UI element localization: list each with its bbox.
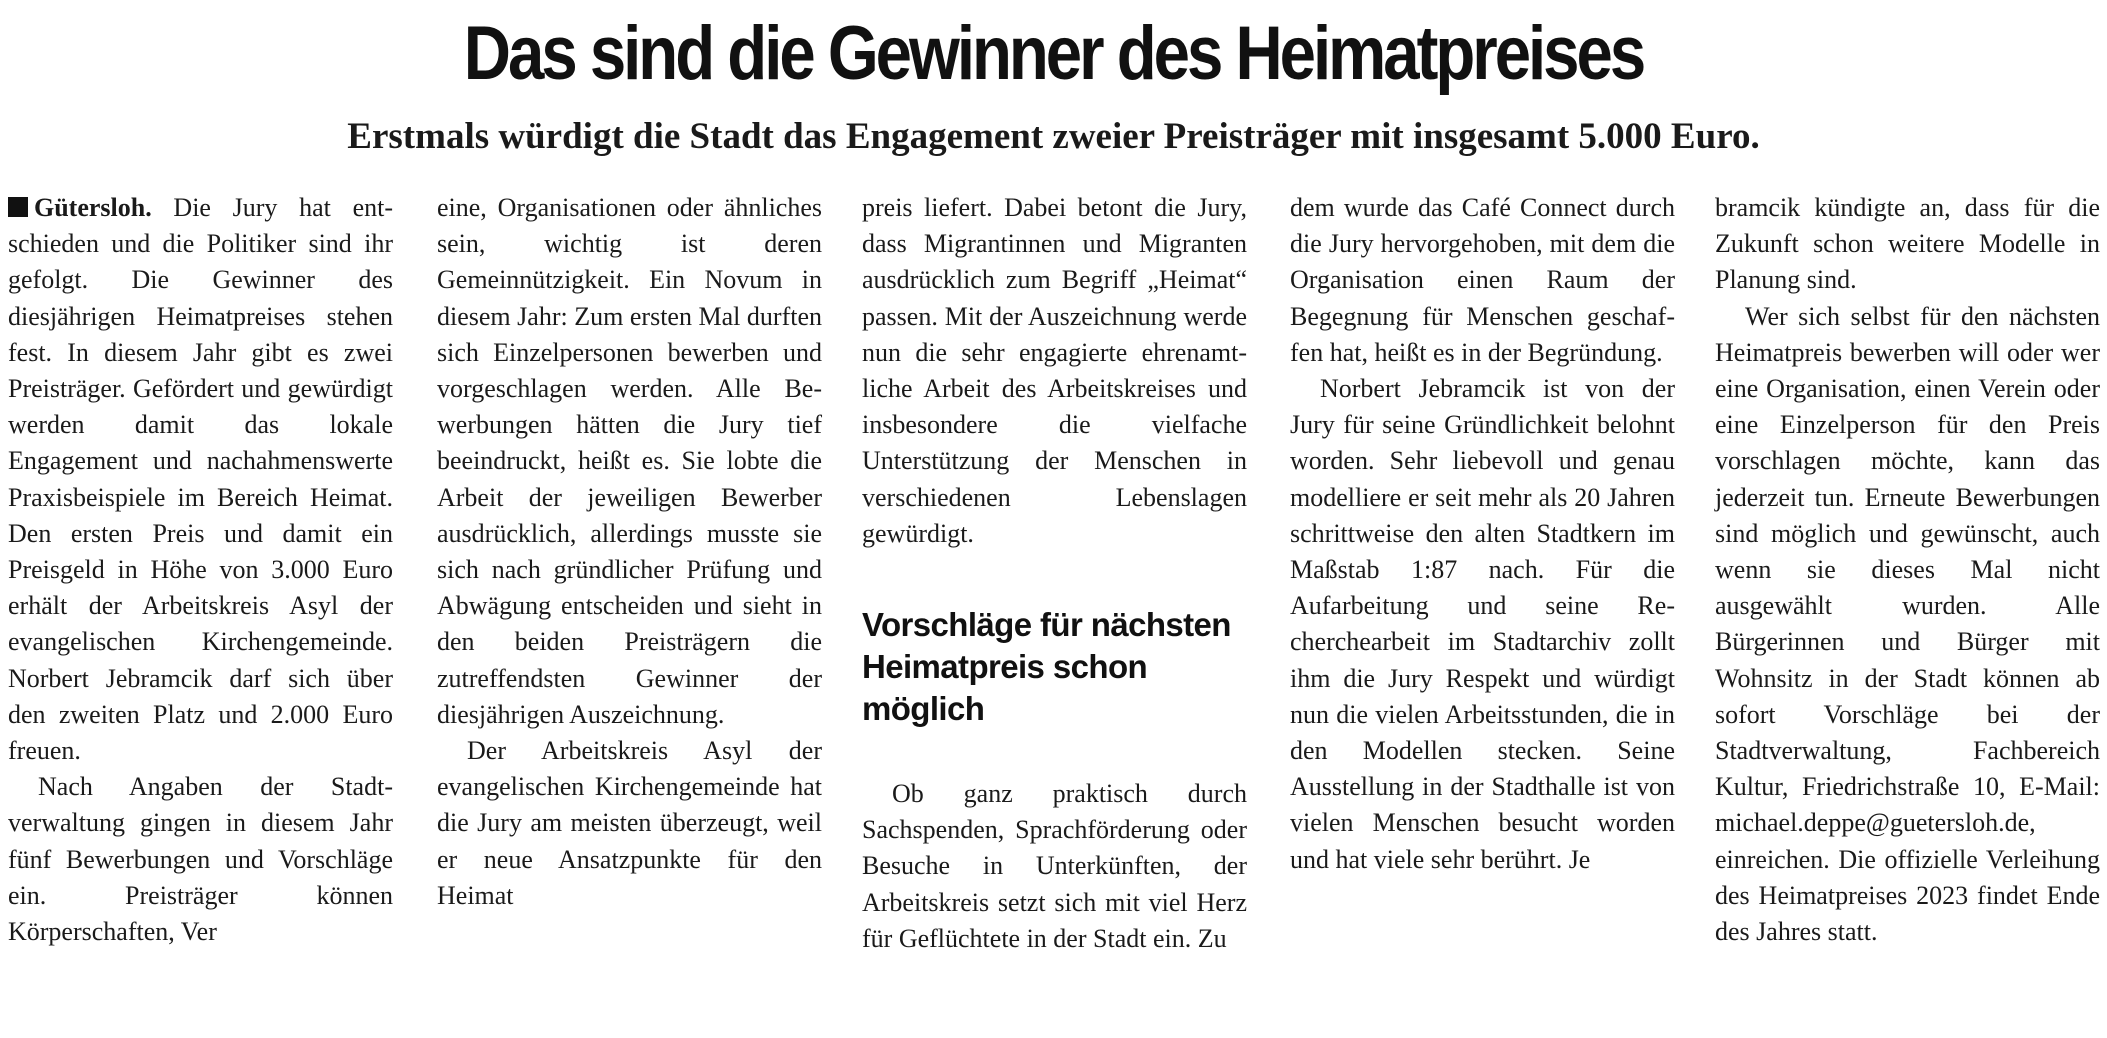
paragraph: preis liefert. Dabei betont die Jury, dass Migrantinnen und Migranten ausdrücklich zum Begriff „Heimat“ passen. Mit der Auszeichnung werde nun die sehr engagierte ehrenamtliche Arbeit des Arbeitskreises und insbesondere die vielfache Unterstützung der Menschen in verschiedenen Lebenslagen gewürdigt. (862, 193, 1247, 548)
column-4 (1290, 190, 1675, 878)
paragraph: eine, Organisationen oder ähnliches sein, wichtig ist deren Gemeinnützigkeit. Ein Novum in diesem Jahr: Zum ersten Mal durften sich Einzelpersonen bewerben und vorgeschlagen werden. Alle Bewerbungen hätten die Jury tief beeindruckt, heißt es. Sie lobte die Arbeit der jeweiligen Bewerber ausdrücklich, allerdings musste sie sich nach gründlicher Prüfung und Abwägung entscheiden und sieht in den beiden Preisträgern die zutreffendsten Gewinner der diesjährigen Auszeichnung. (437, 193, 822, 729)
headline: Das sind die Gewinner des Heimatpreises (463, 11, 1644, 96)
subheadline: Erstmals würdigt die Stadt das Engagement zweier Preisträger mit insgesamt 5.000 Euro. (347, 116, 1760, 157)
column-1 (8, 190, 393, 950)
paragraph: bramcik kündigte an, dass für die Zukunft schon weitere Modelle in Planung sind. (1715, 193, 2100, 295)
column-3 (862, 190, 1247, 957)
column-5 (1715, 190, 2100, 950)
dateline-square-icon (8, 197, 28, 217)
dateline: Gütersloh. (34, 193, 152, 222)
paragraph: Ob ganz praktisch durch Sachspenden, Sprachförderung oder Besuche in Unterkünften, der Arbeitskreis setzt sich mit viel Herz für Geflüchtete in der Stadt ein. Zu (862, 779, 1247, 953)
paragraph: Nach Angaben der Stadtverwaltung gingen in diesem Jahr fünf Bewerbungen und Vorschläge ein. Preisträger können Körperschaften, Ver (8, 772, 393, 947)
section-subheading: Vorschläge für nächsten Heimatpreis schon möglich (862, 606, 1231, 728)
paragraph: dem wurde das Café Connect durch die Jury hervorgehoben, mit dem die Organisation einen Raum der Begegnung für Menschen geschaffen hat, heißt es in der Begründung. (1290, 193, 1675, 367)
paragraph: Der Arbeitskreis Asyl der evangelischen Kirchengemeinde hat die Jury am meisten überzeugt, weil er neue Ansatzpunkte für den Heimat (437, 736, 822, 910)
paragraph: Norbert Jebramcik ist von der Jury für seine Gründlichkeit belohnt worden. Sehr liebevoll und genau modelliere er seit mehr als 20 Jahren schrittweise den alten Stadtkern im Maßstab 1:87 nach. Für die Aufarbeitung und seine Recherchearbeit im Stadtarchiv zollt ihm die Jury Respekt und würdigt nun die vielen Arbeitsstunden, die in den Modellen stecken. Seine Ausstellung in der Stadthalle ist von vielen Menschen besucht worden und hat viele sehr berührt. Je (1290, 374, 1675, 874)
paragraph (8, 190, 393, 769)
paragraph-text: Die Jury hat entschieden und die Politiker sind ihr gefolgt. Die Gewinner des diesjährigen Heimatpreises stehen fest. In diesem Jahr gibt es zwei Preisträger. Gefördert und gewürdigt werden damit das lokale Engagement und nachahmenswerte Praxisbeispiele im Bereich Heimat. Den ersten Preis und damit ein Preisgeld in Höhe von 3.000 Euro erhält der Arbeitskreis Asyl der evangelischen Kirchengemeinde. Norbert Jebramcik darf sich über den zweiten Platz und 2.000 Euro freuen. (8, 193, 393, 766)
paragraph: Wer sich selbst für den nächsten Heimatpreis bewerben will oder wer eine Organisation, einen Verein oder eine Einzelperson für den Preis vorschlagen möchte, kann das jederzeit tun. Erneute Bewerbungen sind möglich und gewünscht, auch wenn sie dieses Mal nicht ausgewählt wurden. Alle Bürgerinnen und Bürger mit Wohnsitz in der Stadt können ab sofort Vorschläge bei der Stadtverwaltung, Fachbereich Kultur, Friedrichstraße 10, E-Mail: michael.deppe@guetersloh.de, einreichen. Die offizielle Verleihung des Heimatpreises 2023 findet Ende des Jahres statt. (1715, 301, 2100, 947)
column-2 (437, 190, 822, 914)
